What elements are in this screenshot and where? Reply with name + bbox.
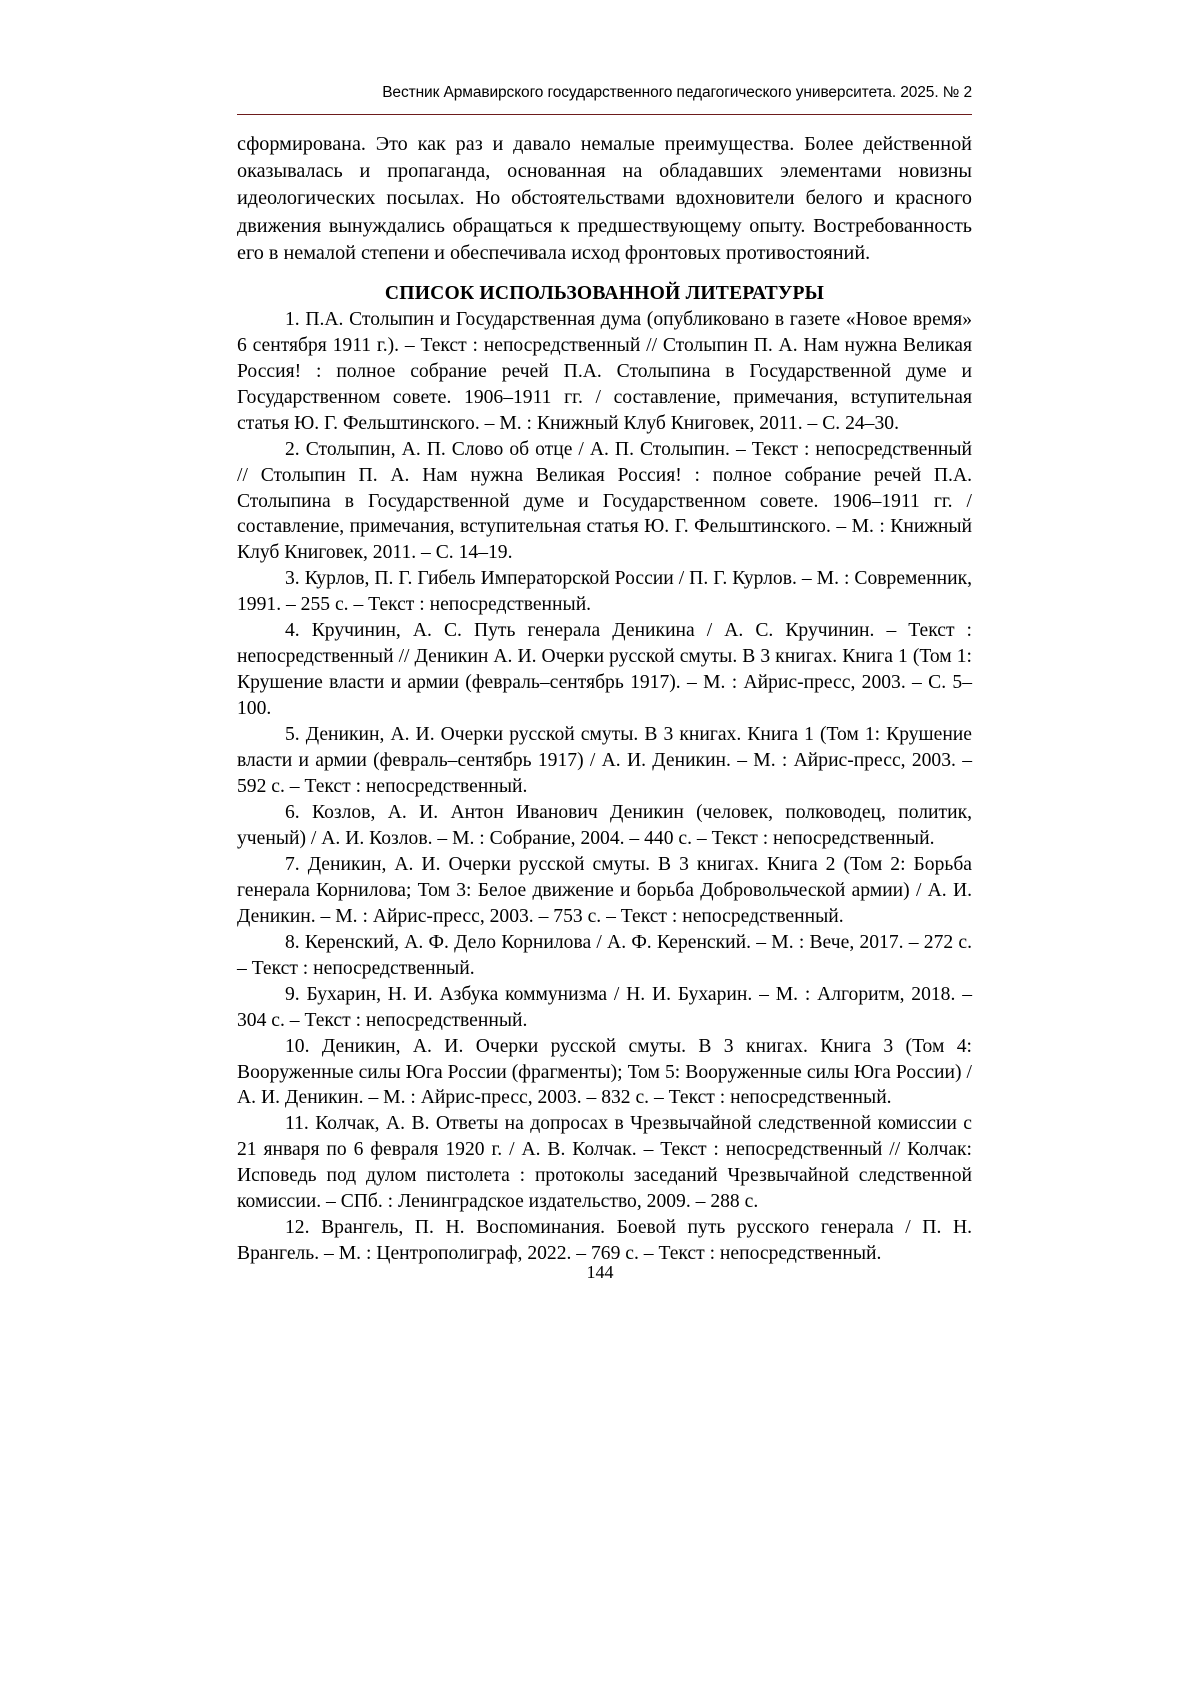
reference-item: 11. Колчак, А. В. Ответы на допросах в Чрезвычайной следственной комиссии с 21 января по 6 февраля 1920 г. / А. В. Колчак. – Текст : непосредственный // Колчак: Исповедь под дулом пистолета : протоколы заседаний Чрезвычайной следственной комиссии. – СПб. : Ленинградское издательство, 2009. – 288 с. [237, 1113, 972, 1213]
reference-item: 2. Столыпин, А. П. Слово об отце / А. П. Столыпин. – Текст : непосредственный // Столыпин П. А. Нам нужна Великая Россия! : полное собрание речей П.А. Столыпина в Государственной думе и Государственном совете. 1906–1911 гг. / составление, примечания, вступительная статья Ю. Г. Фельштинского. – М. : Книжный Клуб Книговек, 2011. – С. 14–19. [237, 438, 972, 564]
reference-item: 10. Деникин, А. И. Очерки русской смуты. В 3 книгах. Книга 3 (Том 4: Вооруженные силы Юга России (фрагменты); Том 5: Вооруженные силы Юга России) / А. И. Деникин. – М. : Айрис-пресс, 2003. – 832 с. – Текст : непосредственный. [237, 1035, 972, 1109]
reference-item: 12. Врангель, П. Н. Воспоминания. Боевой путь русского генерала / П. Н. Врангель. – М. : Центрополиграф, 2022. – 769 с. – Текст : непосредственный. [237, 1217, 972, 1265]
reference-item: 6. Козлов, А. И. Антон Иванович Деникин (человек, полководец, политик, ученый) / А. И. Козлов. – М. : Собрание, 2004. – 440 с. – Текст : непосредственный. [237, 801, 972, 849]
references-heading: СПИСОК ИСПОЛЬЗОВАННОЙ ЛИТЕРАТУРЫ [384, 282, 825, 304]
reference-item: 3. Курлов, П. Г. Гибель Императорской России / П. Г. Курлов. – М. : Современник, 1991. – 255 с. – Текст : непосредственный. [237, 568, 972, 616]
reference-item: 7. Деникин, А. И. Очерки русской смуты. В 3 книгах. Книга 2 (Том 2: Борьба генерала Корнилова; Том 3: Белое движение и борьба Добровольческой армии) / А. И. Деникин. – М. : Айрис-пресс, 2003. – 753 с. – Текст : непосредственный. [237, 853, 972, 927]
running-head: Вестник Армавирского государственного педагогического университета. 2025. № 2 [382, 84, 972, 101]
reference-item: 9. Бухарин, Н. И. Азбука коммунизма / Н. И. Бухарин. – М. : Алгоритм, 2018. – 304 с. – Текст : непосредственный. [237, 983, 972, 1031]
page-content [237, 84, 972, 1267]
reference-item: 4. Кручинин, А. С. Путь генерала Деникина / А. С. Кручинин. – Текст : непосредственный // Деникин А. И. Очерки русской смуты. В 3 книгах. Книга 1 (Том 1: Крушение власти и армии (февраль–сентябрь 1917). – М. : Айрис-пресс, 2003. – С. 5–100. [237, 620, 972, 720]
reference-item: 8. Керенский, А. Ф. Дело Корнилова / А. Ф. Керенский. – М. : Вече, 2017. – 272 с. – Текст : непосредственный. [237, 931, 972, 979]
reference-item: 1. П.А. Столыпин и Государственная дума (опубликовано в газете «Новое время» 6 сентября 1911 г.). – Текст : непосредственный // Столыпин П. А. Нам нужна Великая Россия! : полное собрание речей П.А. Столыпина в Государственной думе и Государственном совете. 1906–1911 гг. / составление, примечания, вступительная статья Ю. Г. Фельштинского. – М. : Книжный Клуб Книговек, 2011. – С. 24–30. [237, 308, 972, 434]
page-number: 144 [586, 1262, 614, 1282]
reference-item: 5. Деникин, А. И. Очерки русской смуты. В 3 книгах. Книга 1 (Том 1: Крушение власти и армии (февраль–сентябрь 1917) / А. И. Деникин. – М. : Айрис-пресс, 2003. – 592 с. – Текст : непосредственный. [237, 724, 972, 798]
header-divider [237, 114, 972, 115]
body-paragraph: сформирована. Это как раз и давало немалые преимущества. Более действенной оказывалась и пропаганда, основанная на обладавших элементами новизны идеологических посылах. Но обстоятельствами вдохновители белого и красного движения вынуждались обращаться к предшествующему опыту. Востребованность его в немалой степени и обеспечивала исход фронтовых противостояний. [237, 133, 972, 264]
